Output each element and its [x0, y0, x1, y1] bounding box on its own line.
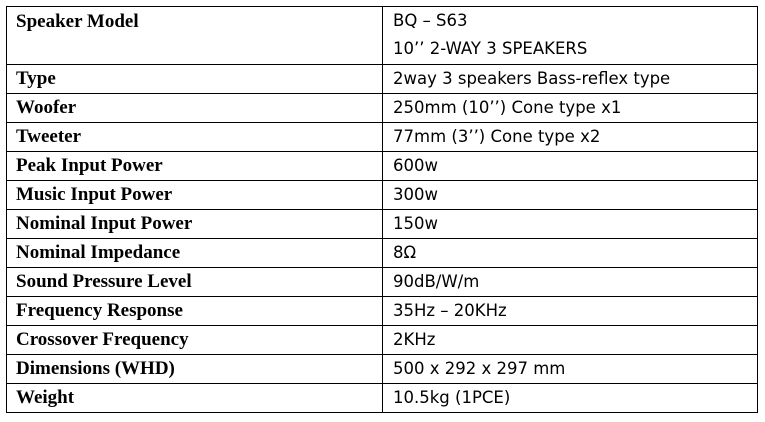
table-row	[7, 65, 758, 94]
spec-value: 600w	[383, 152, 758, 181]
spec-label: Crossover Frequency	[7, 326, 383, 355]
table-row	[7, 94, 758, 123]
speaker-spec-table	[6, 6, 758, 413]
table-row	[7, 239, 758, 268]
spec-value: 8Ω	[383, 239, 758, 268]
table-row	[7, 297, 758, 326]
model-description: 10’’ 2-WAY 3 SPEAKERS	[393, 39, 588, 58]
spec-value: 250mm (10’’) Cone type x1	[383, 94, 758, 123]
spec-value: 300w	[383, 181, 758, 210]
table-row	[7, 268, 758, 297]
spec-label: Music Input Power	[7, 181, 383, 210]
spec-value: 77mm (3’’) Cone type x2	[383, 123, 758, 152]
model-number: BQ – S63	[393, 11, 468, 30]
spec-value: 2way 3 speakers Bass-reflex type	[383, 65, 758, 94]
spec-label: Nominal Impedance	[7, 239, 383, 268]
table-row-speaker-model	[7, 7, 758, 65]
spec-label: Frequency Response	[7, 297, 383, 326]
spec-value: 10.5kg (1PCE)	[383, 384, 758, 413]
table-row	[7, 384, 758, 413]
spec-label: Dimensions (WHD)	[7, 355, 383, 384]
spec-label: Peak Input Power	[7, 152, 383, 181]
spec-label: Woofer	[7, 94, 383, 123]
spec-label: Type	[7, 65, 383, 94]
spec-label: Sound Pressure Level	[7, 268, 383, 297]
table-row	[7, 152, 758, 181]
spec-label: Tweeter	[7, 123, 383, 152]
spec-value	[383, 7, 758, 65]
spec-value: 2KHz	[383, 326, 758, 355]
spec-label: Nominal Input Power	[7, 210, 383, 239]
table-row	[7, 326, 758, 355]
spec-value: 90dB/W/m	[383, 268, 758, 297]
spec-value: 150w	[383, 210, 758, 239]
spec-value: 500 x 292 x 297 mm	[383, 355, 758, 384]
spec-label: Speaker Model	[7, 7, 383, 65]
spec-value: 35Hz – 20KHz	[383, 297, 758, 326]
table-row	[7, 123, 758, 152]
table-row	[7, 210, 758, 239]
table-row	[7, 181, 758, 210]
spec-label: Weight	[7, 384, 383, 413]
table-row	[7, 355, 758, 384]
